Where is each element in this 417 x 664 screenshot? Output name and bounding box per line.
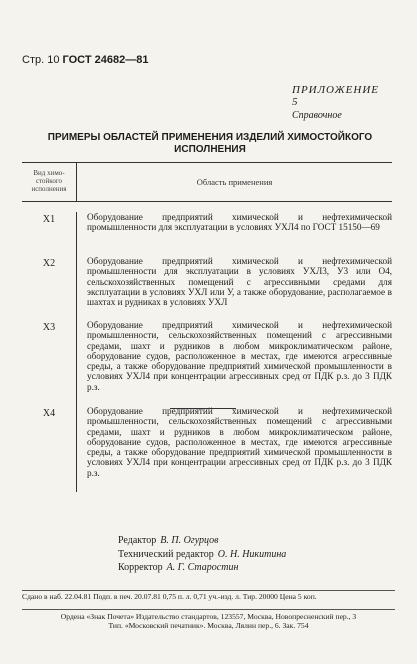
- page-number: Стр. 10: [22, 54, 63, 66]
- credit-name: О. Н. Никитина: [217, 548, 287, 560]
- row-text: Оборудование предприятий химической и нефтехимической промышленности, сельскохозяйственных помещений с агрессивными средами, шахт и рудников в любом микроклиматическом районе, оборудование судов, расположенное в местах, где имеются агрессивные среды, а также оборудование предприятий химической промышленности в условиях УХЛ4 при концентрации агрессивных сред от ПДК р.з. до 3 ПДК р.з.: [87, 320, 392, 392]
- table-row: [22, 256, 392, 320]
- credit-role: Корректор: [118, 562, 163, 573]
- appendix-title: ПРИЛОЖЕНИЕ 5: [292, 84, 379, 108]
- appendix-label: [292, 84, 387, 121]
- imprint: [22, 590, 395, 630]
- page-header: [22, 54, 148, 66]
- imprint-line-2: Ордена «Знак Почета» Издательство стандартов, 123557, Москва, Новопресненский пер., 3: [60, 612, 357, 621]
- imprint-publisher: [22, 609, 395, 630]
- credit-line: [118, 548, 286, 562]
- credit-role: Технический редактор: [118, 548, 214, 560]
- table-row: [22, 202, 392, 256]
- row-text: Оборудование предприятий химической и нефтехимической промышленности для эксплуатации в условиях УХЛ3, У3 или О4, сельскохозяйственных помещений с агрессивными средами для эксплуатации в условиях УХЛ или У, а также оборудование, располагаемое в шахтах и рудниках в условиях УХЛ: [87, 256, 392, 308]
- row-text: Оборудование предприятий химической и нефтехимической промышленности, сельскохозяйственных помещений с агрессивными средами, шахт и рудников в любом микроклиматическом районе, оборудование судов, расположенное в местах, где имеются агрессивные среды, а также оборудование предприятий химической промышленности в условиях УХЛ4 при концентрации агрессивных сред от ПДК р.з. до 3 ПДК р.з.: [87, 406, 392, 478]
- imprint-line-3: Тип. «Московский печатник». Москва, Лялин пер., 6. Зак. 754: [108, 621, 309, 630]
- applications-table: [22, 162, 392, 492]
- credit-line: [118, 534, 286, 548]
- row-type: X2: [22, 256, 77, 320]
- col-header-type: Вид химо-стойкого исполнения: [22, 163, 77, 201]
- divider: [170, 408, 236, 409]
- credit-name: В. П. Огурцов: [160, 535, 219, 546]
- table-header: [22, 163, 392, 202]
- table-row: [22, 406, 392, 492]
- appendix-subtitle: Справочное: [292, 110, 342, 121]
- credit-line: [118, 561, 286, 575]
- col-header-application: Область применения: [196, 177, 273, 187]
- table-row: [22, 320, 392, 406]
- row-text: Оборудование предприятий химической и нефтехимической промышленности для эксплуатации в условиях УХЛ4 по ГОСТ 15150—69: [87, 212, 392, 233]
- row-type: X1: [22, 212, 77, 256]
- credits: [118, 534, 286, 575]
- credit-role: Редактор: [118, 535, 157, 546]
- section-title: ПРИМЕРЫ ОБЛАСТЕЙ ПРИМЕНЕНИЯ ИЗДЕЛИЙ ХИМОСТОЙКОГО ИСПОЛНЕНИЯ: [47, 132, 373, 155]
- row-type: X3: [22, 320, 77, 406]
- credit-name: А. Г. Старостин: [166, 562, 239, 573]
- imprint-line-1: Сдано в наб. 22.04.81 Подп. в печ. 20.07.81 0,75 п. л. 0,71 уч.-изд. л. Тир. 20000 Цена 5 коп.: [22, 592, 317, 601]
- standard-code: ГОСТ 24682—81: [62, 54, 149, 66]
- row-type: X4: [22, 406, 77, 492]
